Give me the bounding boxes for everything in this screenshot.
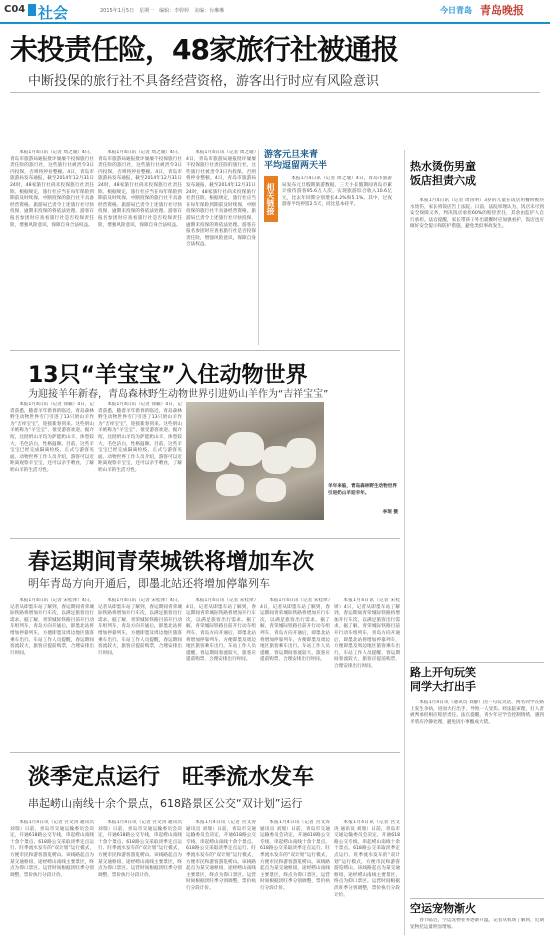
lead-body-col2: 本报1月4日讯（记者 周之瑜）4日，青岛市旅游局通报批评屡屡不投保旅行社责任险的旅行社，这些旅行社被责令3日内投保，否则将停业整顿。4日，青岛市旅游局发布通报，截至2014年12月31日24时，48家旅行社尚未投保旅行社责任险。根据规定，旅行社应当在每年保险到期前及时续保，中断投保的旅行社不具备经营资格。旅游局已责令上述旅行社尽快投保，逾期未投保的将依法处理。游客在报名参团时应查看旅行社是否投保责任险，增强风险意识，保障自身合法权益。: [98, 150, 182, 228]
right-body-2: 本报1月4日讯（通讯员 刘静）因一句玩笑话，两名同学在路上发生争执，进而大打出手，导致一人受伤。经法院审理，打人者被判承担相应赔偿责任。法官提醒，青少年应学会控制情绪，遇到矛盾应冷静处理，避免因小事酿成大错。: [410, 700, 544, 725]
bus-body-col1: 本报1月4日讯（记者 宫文涛 通讯员 刘瑞）日前，青岛市交通运输委员会决定，开通618路公交专线，串起崂山南线十余个景点。618路公交采取淡季定点运行、旺季流水发车的“双计划”运行模式，方便市民和游客游览崂山。该线路起点为某交通枢纽，途经崂山南线主要景区，终点为仰口景区。运营时间根据淡旺季分别调整，票价执行分段计价。: [10, 820, 94, 878]
rail-body-col4: 本报1月4日讯（记者 宋桂铎）4日，记者从即墨车站了解到，春运期间青荣城际铁路将增加开行车次，以满足旅客出行需求。据了解，青荣城际铁路目前开行动车组列车，青岛方向开通后，即墨北站将增加停靠列车，方便即墨及周边地区旅客乘车出行。车站工作人员提醒，春运期间客流较大，旅客应提前购票，合理安排出行时间。: [260, 598, 330, 663]
right-headline-1: 热水烫伤男童 饭店担责六成: [410, 160, 476, 187]
right-body-3: 春节临近，空运宠物业务逐渐升温。记者从机场了解到，近期宠物托运量明显增加。: [410, 918, 544, 930]
bus-body-col4: 本报1月4日讯（记者 宫文涛 通讯员 刘瑞）日前，青岛市交通运输委员会决定，开通618路公交专线，串起崂山南线十余个景点。618路公交采取淡季定点运行、旺季流水发车的“双计划”运行模式，方便市民和游客游览崂山。该线路起点为某交通枢纽，途经崂山南线主要景区，终点为仰口景区。运营时间根据淡旺季分别调整，票价执行分段计价。: [260, 820, 330, 891]
rail-body-col2: 本报1月4日讯（记者 宋桂铎）4日，记者从即墨车站了解到，春运期间青荣城际铁路将增加开行车次，以满足旅客出行需求。据了解，青荣城际铁路目前开行动车组列车，青岛方向开通后，即墨北站将增加停靠列车，方便即墨及周边地区旅客乘车出行。车站工作人员提醒，春运期间客流较大，旅客应提前购票，合理安排出行时间。: [98, 598, 182, 656]
newspaper-logo: 青岛晚报: [480, 4, 524, 17]
bus-headline: 淡季定点运行 旺季流水发车: [28, 765, 315, 790]
bus-separator: [10, 752, 400, 753]
related-badge: 相关链接: [264, 176, 278, 222]
section-marker: [28, 4, 36, 16]
rail-subheadline: 明年青岛方向开通后，即墨北站还将增加停靠列车: [28, 577, 270, 590]
lead-subheadline: 中断投保的旅行社不具备经营资格，游客出行时应有风险意识: [28, 74, 380, 89]
goat-body-col1: 本报1月4日讯（记者 徐颖）4日，记者获悉，随着羊年新春的临近，青岛森林野生动物世界专门引进了13只奶山羊作为“吉祥宝宝”，迎接新春到来。这些奶山羊被称为“羊宝宝”，很受游客欢迎。据介绍，这批奶山羊均为萨能奶山羊，体型较大，毛色洁白，性格温顺。目前，这些羊宝宝已经完成隔离检疫，正式与游客见面。动物世界工作人员介绍，游客可以近距离观察羊宝宝，还可以亲手喂食，了解奶山羊的生活习性。: [10, 402, 94, 473]
rail-body-col1: 本报1月4日讯（记者 宋桂铎）4日，记者从即墨车站了解到，春运期间青荣城际铁路将增加开行车次，以满足旅客出行需求。据了解，青荣城际铁路目前开行动车组列车，青岛方向开通后，即墨北站将增加停靠列车，方便即墨及周边地区旅客乘车出行。车站工作人员提醒，春运期间客流较大，旅客应提前购票，合理安排出行时间。: [10, 598, 94, 656]
right-headline-2: 路上开句玩笑 同学大打出手: [410, 666, 476, 693]
lead-headline: 未投责任险，48家旅行社被通报: [10, 33, 398, 66]
lead-separator: [10, 92, 540, 93]
brand-tag: 今日青岛: [440, 6, 472, 15]
right-headline-3: 空运宠物渐火: [410, 902, 476, 915]
section-title: 社会: [38, 4, 69, 22]
lead-body-col1: 本报1月4日讯（记者 周之瑜）4日，青岛市旅游局通报批评屡屡不投保旅行社责任险的旅行社，这些旅行社被责令3日内投保，否则将停业整顿。4日，青岛市旅游局发布通报，截至2014年12月31日24时，48家旅行社尚未投保旅行社责任险。根据规定，旅行社应当在每年保险到期前及时续保，中断投保的旅行社不具备经营资格。旅游局已责令上述旅行社尽快投保，逾期未投保的将依法处理。游客在报名参团时应查看旅行社是否投保责任险，增强风险意识，保障自身合法权益。: [10, 150, 94, 228]
goat-photo-caption: 羊年来临，青岛森林野生动物世界引进奶山羊迎羊年。: [328, 484, 397, 496]
bus-body-col5: 本报1月4日讯（记者 宫文涛 通讯员 刘瑞）日前，青岛市交通运输委员会决定，开通618路公交专线，串起崂山南线十余个景点。618路公交采取淡季定点运行、旺季流水发车的“双计划”运行模式，方便市民和游客游览崂山。该线路起点为某交通枢纽，途经崂山南线主要景区，终点为仰口景区。运营时间根据淡旺季分别调整，票价执行分段计价。: [334, 820, 400, 898]
goat-separator: [10, 350, 400, 351]
goat-headline: 13只“羊宝宝”入住动物世界: [28, 363, 308, 388]
lead-body-col3: 本报1月4日讯（记者 周之瑜）4日，青岛市旅游局通报批评屡屡不投保旅行社责任险的旅行社，这些旅行社被责令3日内投保，否则将停业整顿。4日，青岛市旅游局发布通报，截至2014年12月31日24时，48家旅行社尚未投保旅行社责任险。根据规定，旅行社应当在每年保险到期前及时续保，中断投保的旅行社不具备经营资格。旅游局已责令上述旅行社尽快投保，逾期未投保的将依法处理。游客在报名参团时应查看旅行社是否投保责任险，增强风险意识，保障自身合法权益。: [186, 150, 256, 248]
column-divider: [258, 150, 259, 345]
right-separator-2: [410, 898, 544, 899]
rail-body-col3: 本报1月4日讯（记者 宋桂铎）4日，记者从即墨车站了解到，春运期间青荣城际铁路将增加开行车次，以满足旅客出行需求。据了解，青荣城际铁路目前开行动车组列车，青岛方向开通后，即墨北站将增加停靠列车，方便即墨及周边地区旅客乘车出行。车站工作人员提醒，春运期间客流较大，旅客应提前购票，合理安排出行时间。: [186, 598, 256, 663]
right-column-divider: [404, 150, 405, 935]
right-separator-1: [410, 662, 544, 663]
bus-body-col2: 本报1月4日讯（记者 宫文涛 通讯员 刘瑞）日前，青岛市交通运输委员会决定，开通618路公交专线，串起崂山南线十余个景点。618路公交采取淡季定点运行、旺季流水发车的“双计划”运行模式，方便市民和游客游览崂山。该线路起点为某交通枢纽，途经崂山南线主要景区，终点为仰口景区。运营时间根据淡旺季分别调整，票价执行分段计价。: [98, 820, 182, 878]
rail-separator: [10, 538, 400, 539]
goat-subheadline: 为迎接羊年新春，青岛森林野生动物世界引进奶山羊作为“吉祥宝宝”: [28, 389, 329, 400]
goat-photo: [186, 402, 324, 520]
sidebar-headline: 游客元旦来青 平均逗留两天半: [264, 150, 328, 171]
header-rule: [0, 22, 550, 24]
bus-body-col3: 本报1月4日讯（记者 宫文涛 通讯员 刘瑞）日前，青岛市交通运输委员会决定，开通618路公交专线，串起崂山南线十余个景点。618路公交采取淡季定点运行、旺季流水发车的“双计划”运行模式，方便市民和游客游览崂山。该线路起点为某交通枢纽，途经崂山南线主要景区，终点为仰口景区。运营时间根据淡旺季分别调整，票价执行分段计价。: [186, 820, 256, 891]
rail-body-col5: 本报1月4日讯（记者 宋桂铎）4日，记者从即墨车站了解到，春运期间青荣城际铁路将增加开行车次，以满足旅客出行需求。据了解，青荣城际铁路目前开行动车组列车，青岛方向开通后，即墨北站将增加停靠列车，方便即墨及周边地区旅客乘车出行。车站工作人员提醒，春运期间客流较大，旅客应提前购票，合理安排出行时间。: [334, 598, 400, 669]
goat-body-col2: 本报1月4日讯（记者 徐颖）4日，记者获悉，随着羊年新春的临近，青岛森林野生动物世界专门引进了13只奶山羊作为“吉祥宝宝”，迎接新春到来。这些奶山羊被称为“羊宝宝”，很受游客欢迎。据介绍，这批奶山羊均为萨能奶山羊，体型较大，毛色洁白，性格温顺。目前，这些羊宝宝已经完成隔离检疫，正式与游客见面。动物世界工作人员介绍，游客可以近距离观察羊宝宝，还可以亲手喂食，了解奶山羊的生活习性。: [98, 402, 182, 473]
sidebar-body: 本报1月4日讯（记者 周之瑜）4日，青岛市旅游局发布元旦假期旅游数据，三天小长假期间青岛市累计接待游客95.6万人次，实现旅游综合收入10.6亿元，比去年同期分别增长4.2%和5.1%。其中，过夜游客平均停留2.5天，同比基本持平。: [282, 176, 392, 208]
page-number: C04: [4, 4, 26, 15]
photo-credit: 李珉 摄: [382, 510, 398, 515]
bus-subheadline: 串起崂山南线十余个景点，618路景区公交“双计划”运行: [28, 797, 303, 810]
issue-meta: 2015年1月5日 星期一 编辑：李婷婷 美编：台琳琳: [100, 8, 225, 14]
rail-headline: 春运期间青荣城铁将增加车次: [28, 550, 315, 575]
right-body-1: 本报1月4日讯（记者 周宙明）3岁的儿童在饭店用餐时被热水烫伤，家长将饭店告上法院。日前，法院审理认为，饭店未尽到安全保障义务，判决饭店承担60%的赔偿责任，其余由监护人自行承担。法官提醒，家长带孩子外出就餐时应加强看护，饭店也应做好安全提示和防护措施，避免类似事故发生。: [410, 198, 544, 230]
